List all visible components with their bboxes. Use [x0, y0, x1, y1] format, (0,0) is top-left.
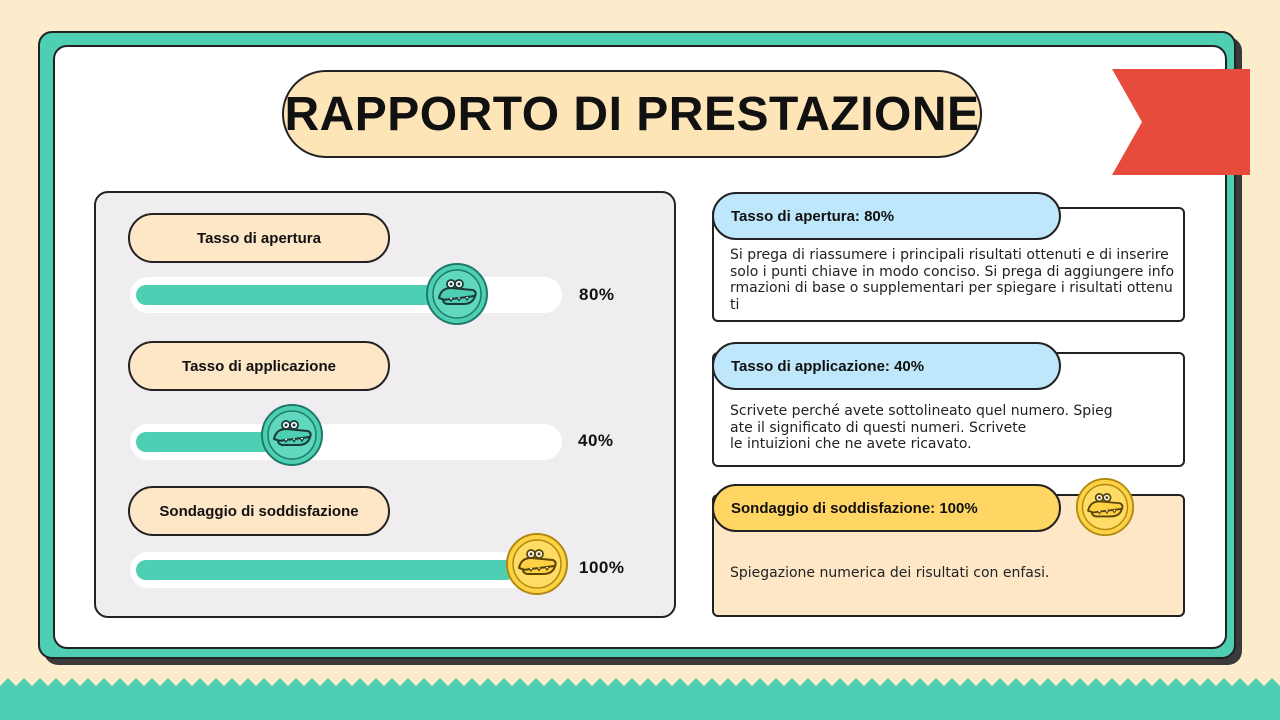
metric-label-satisfaction-survey: Sondaggio di soddisfazione [128, 486, 390, 536]
detail-heading-satisfaction-survey: Sondaggio di soddisfazione: 100% [712, 484, 1061, 532]
metric-label-open-rate: Tasso di apertura [128, 213, 390, 263]
crocodile-coin-icon [505, 532, 569, 596]
detail-text-open-rate: Si prega di riassumere i principali risultati ottenuti e di inserire solo i punti chiave in modo conciso. Si prega di aggiungere info rmazioni di base o supplementari per spiegare i risultati ottenu ti [730, 247, 1175, 313]
metric-percent-satisfaction-survey: 100% [579, 558, 625, 577]
metric-label-application-rate: Tasso di applicazione [128, 341, 390, 391]
progress-track-satisfaction-survey [130, 552, 562, 588]
detail-heading-open-rate: Tasso di apertura: 80% [712, 192, 1061, 240]
crocodile-coin-icon [1075, 477, 1135, 537]
crocodile-coin-icon [425, 262, 489, 326]
progress-track-application-rate [130, 424, 562, 460]
detail-text-application-rate: Scrivete perché avete sottolineato quel numero. Spieg ate il significato di questi numeri. Scrivete le intuizioni che ne avete ricavato. [730, 403, 1113, 452]
detail-text-satisfaction-survey: Spiegazione numerica dei risultati con enfasi. [730, 565, 1050, 581]
metric-percent-open-rate: 80% [579, 285, 615, 304]
progress-fill-open-rate [136, 285, 440, 305]
progress-track-open-rate [130, 277, 562, 313]
metric-percent-application-rate: 40% [578, 431, 614, 450]
zigzag-border [0, 676, 1280, 720]
detail-heading-application-rate: Tasso di applicazione: 40% [712, 342, 1061, 390]
crocodile-coin-icon [260, 403, 324, 467]
progress-fill-satisfaction-survey [136, 560, 516, 580]
red-ribbon-icon [1112, 69, 1250, 175]
page-title: RAPPORTO DI PRESTAZIONE [282, 70, 982, 158]
